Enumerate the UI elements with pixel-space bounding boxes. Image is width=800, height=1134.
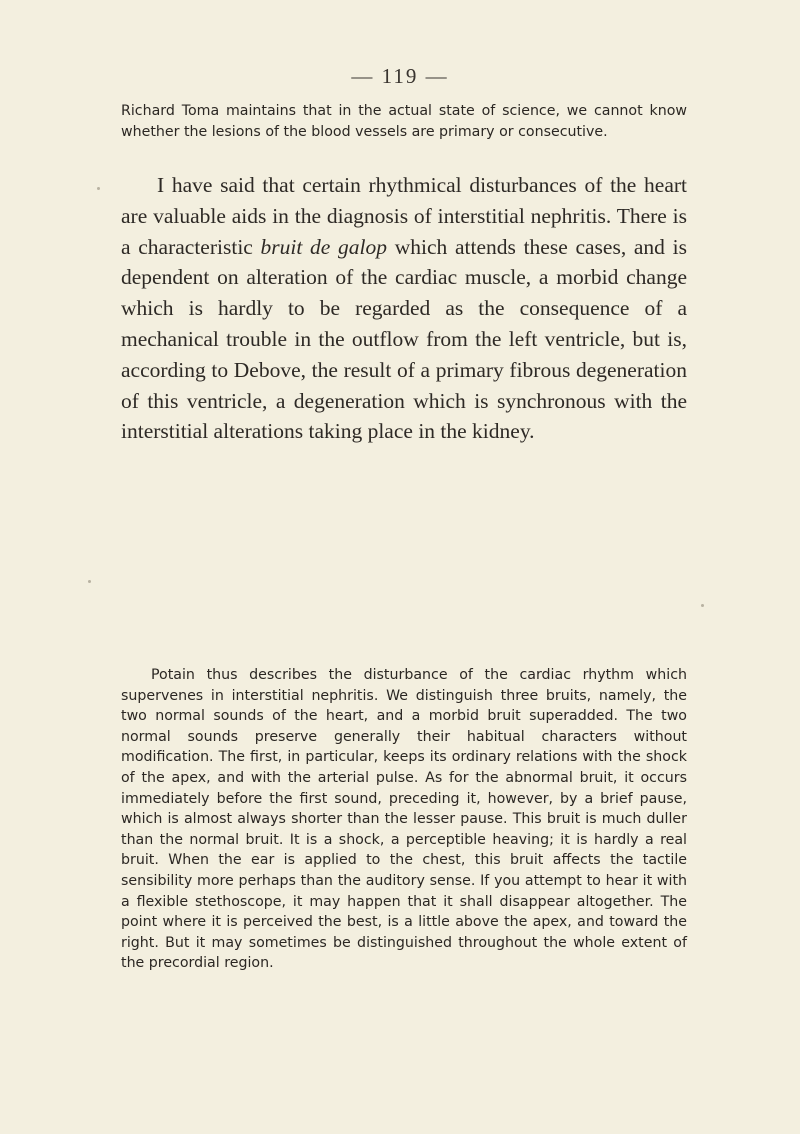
margin-speck <box>97 187 100 190</box>
main-paragraph <box>121 170 687 447</box>
margin-speck <box>701 604 704 607</box>
intro-paragraph: Richard Toma maintains that in the actual state of science, we cannot know whether the lesions of the blood vessels are primary or consecutive. <box>121 103 687 140</box>
main-paragraph-text-2: which attends these cases, and is dependent on alteration of the cardiac muscle, a morbid change which is hardly to be regarded as the consequence of a mechanical trouble in the outflow from the left ventricle, but is, according to Debove, the result of a primary fibrous degeneration of this ventricle, a degeneration which is synchronous with the interstitial alterations taking place in the kidney. <box>121 234 687 444</box>
quote-paragraph: Potain thus describes the disturbance of the cardiac rhythm which supervenes in interstitial nephritis. We distinguish three bruits, namely, the two normal sounds of the heart, and a morbid bruit superadded. The two normal sounds preserve generally their habitual characters without modification. The first, in particular, keeps its ordinary relations with the shock of the apex, and with the arterial pulse. As for the abnormal bruit, it occurs immediately before the first sound, preceding it, however, by a brief pause, which is almost always shorter than the lesser pause. This bruit is much duller than the normal bruit. It is a shock, a perceptible heaving; it is hardly a real bruit. When the ear is applied to the chest, this bruit affects the tactile sensibility more perhaps than the auditory sense. If you attempt to hear it with a flexible stethoscope, it may happen that it shall disappear altogether. The point where it is perceived the best, is a little above the apex, and toward the right. But it may sometimes be distinguished throughout the whole extent of the precordial region. <box>121 667 687 972</box>
margin-speck <box>88 580 91 583</box>
main-paragraph-text-1: I have said that certain rhythmical disturbances of the heart are valuable aids in the diagnosis of interstitial nephritis. There is a characteristic <box>121 173 687 259</box>
page-number: — 119 — <box>351 64 449 88</box>
main-paragraph-italic-term: bruit de galop <box>260 234 388 259</box>
